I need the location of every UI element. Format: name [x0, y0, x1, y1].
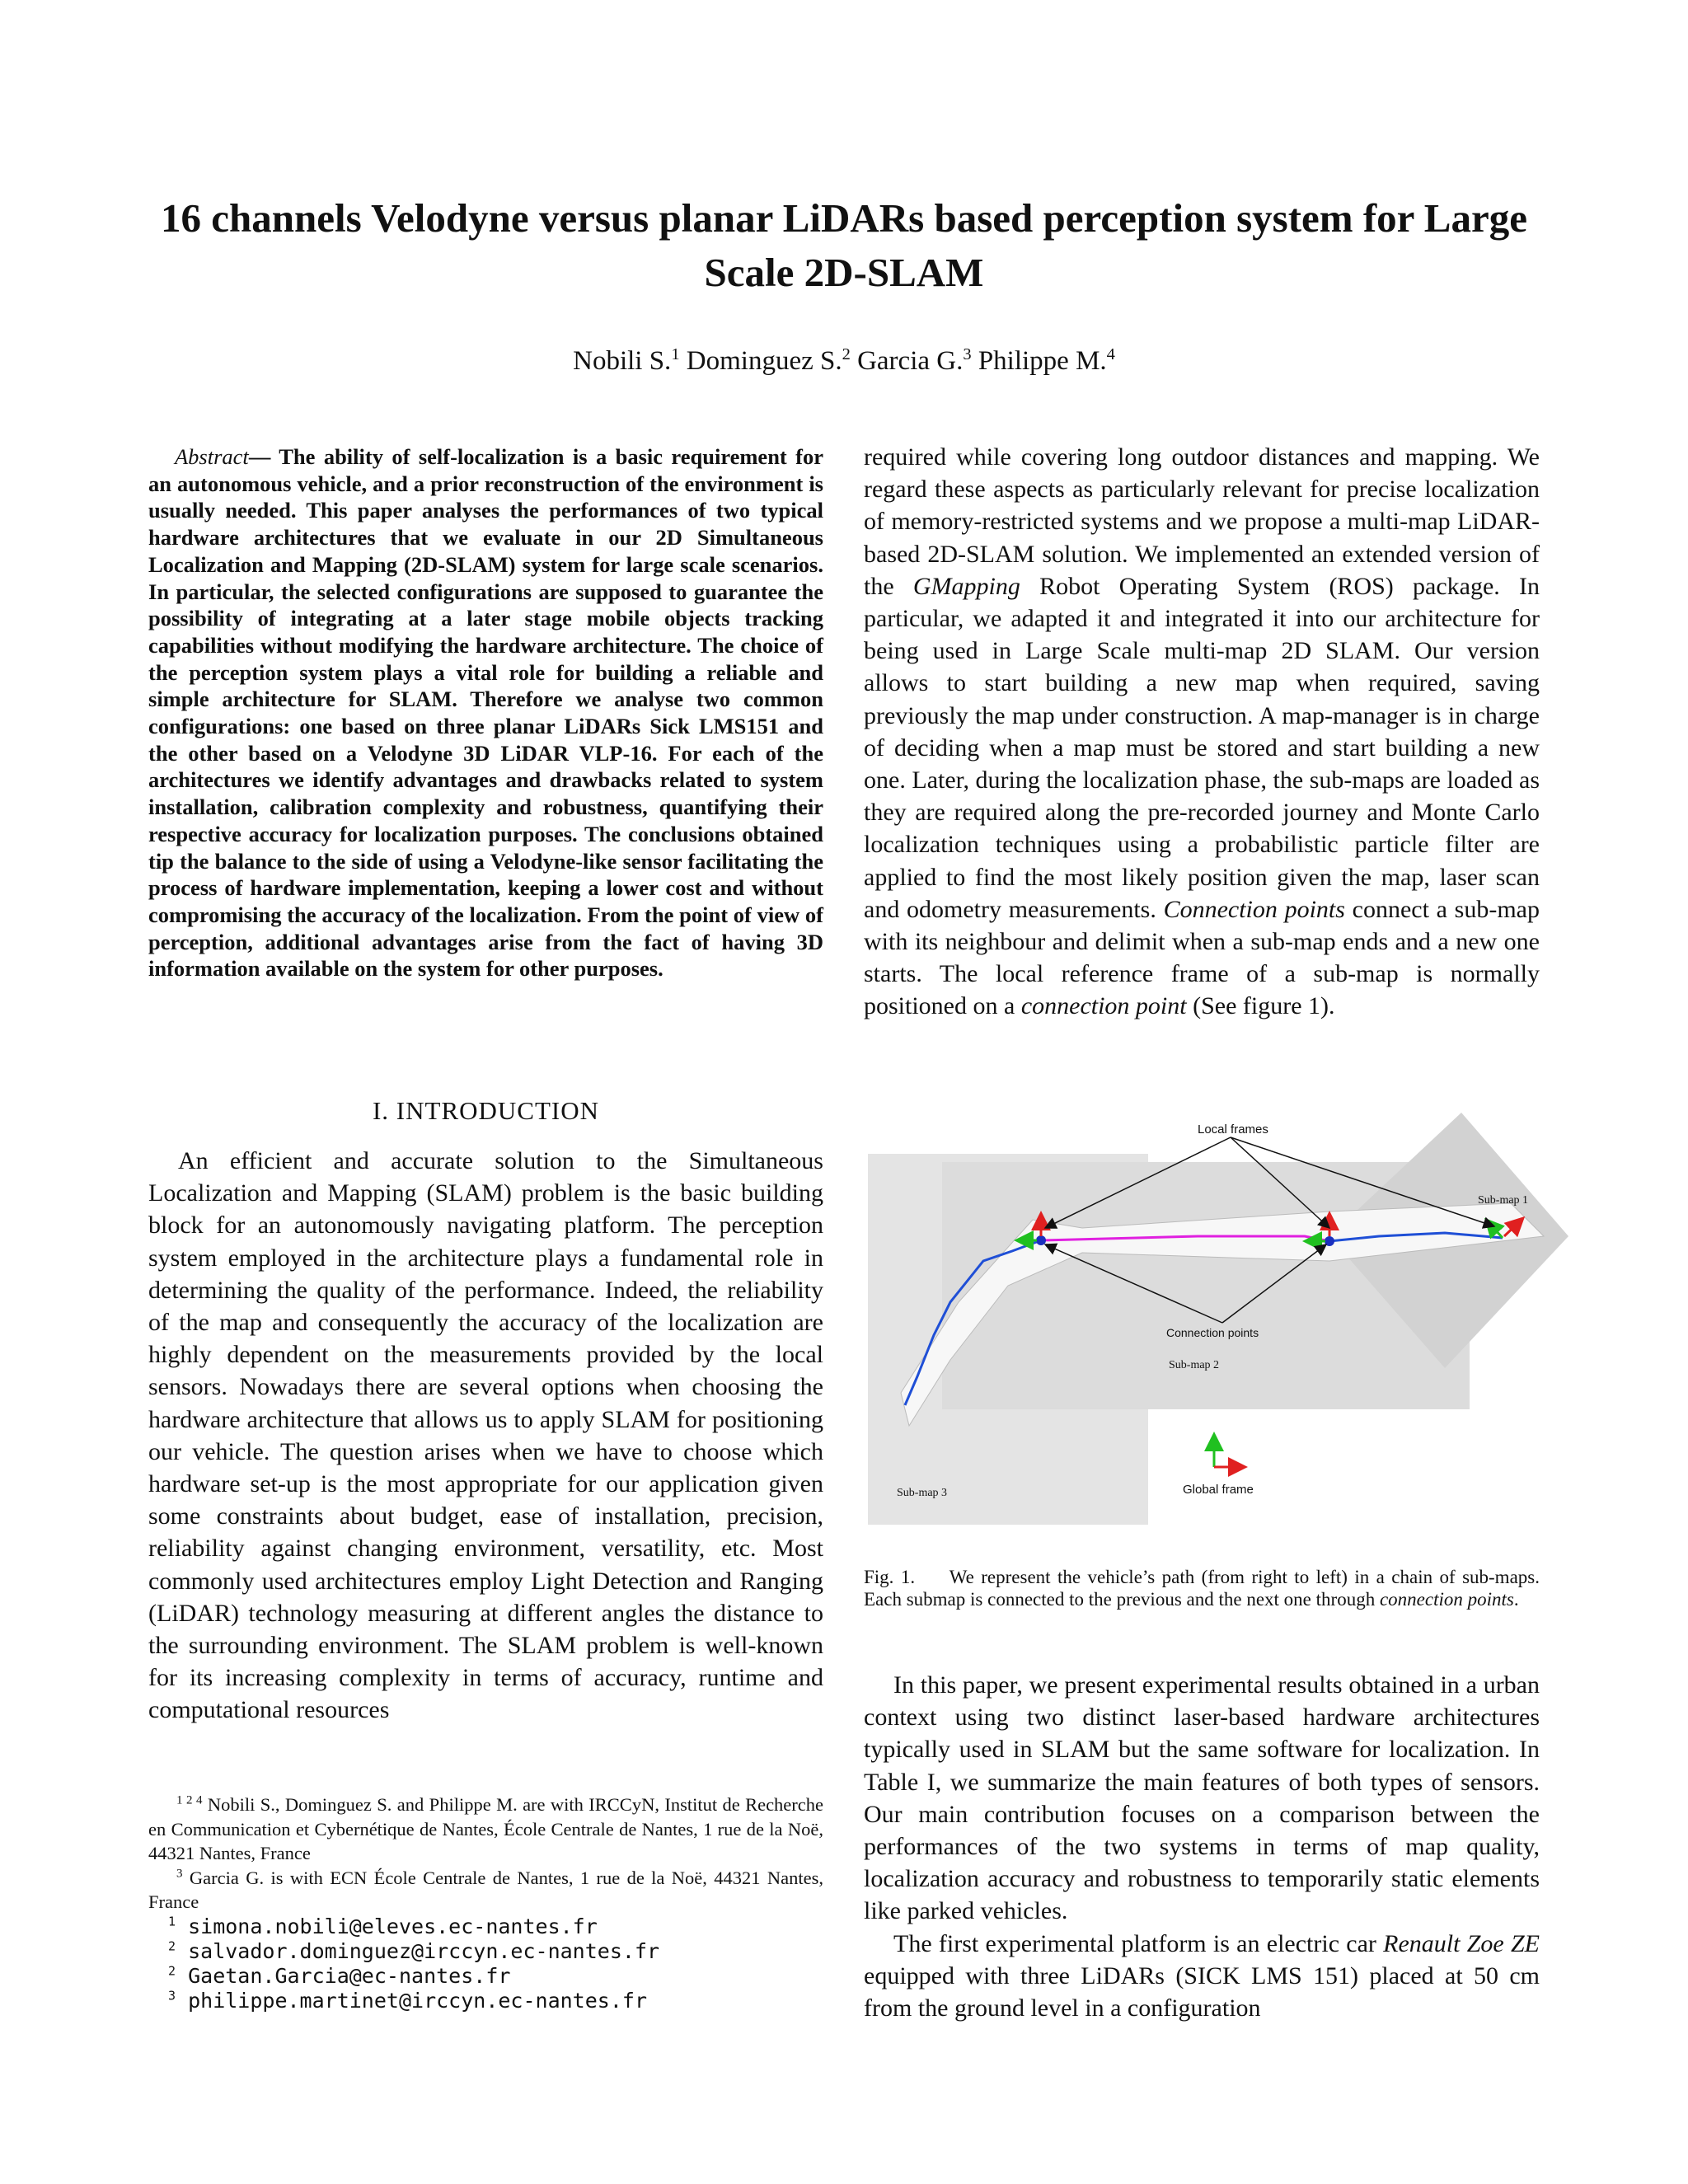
author-list: Nobili S.$^1$ Dominguez S.$^2$ Garcia G.$^3$ Philippe M.$^4$: [573, 345, 1115, 376]
paragraph: In this paper, we present experimental results obtained in a urban context using two distinct laser-based hardware architectures typically used in SLAM but the same software for localization. In Table I, we summarize the main features of both types of sensors. Our main contribution focuses on a comparison between the performances of the two systems in terms of map quality, localization accuracy and robustness to temporarily static elements like parked vehicles.: [864, 1671, 1540, 1925]
label-submap3: Sub-map 3: [897, 1487, 948, 1499]
right-column-bottom-text: [864, 1669, 1540, 2024]
footnote-email: $^2$ Gaetan.Garcia@ec-nantes.fr: [168, 1963, 511, 1988]
paragraph: The first experimental platform is an electric car Renault Zoe ZE equipped with three LiDARs (SICK LMS 151) placed at 50 cm from the ground level in a configuration: [864, 1929, 1540, 2022]
footnote-email: $^1$ simona.nobili@eleves.ec-nantes.fr: [168, 1914, 598, 1938]
intro-paragraph: An efficient and accurate solution to the Simultaneous Localization and Mapping (SLAM) problem is the basic building block for an autonomously navigating platform. The perception system employed in the architecture plays a fundamental role in determining the quality of the performance. Indeed, the reliability of the map and consequently the accuracy of the localization are highly dependent on the measurements provided by the local sensors. Nowadays there are several options when choosing the hardware architecture that allows us to apply SLAM for positioning our vehicle. The question arises when we have to choose which hardware set-up is the most appropriate for our application given some constraints about budget, ease of installation, precision, reliability against changing environment, versatility, etc. Most commonly used architectures employ Light Detection and Ranging (LiDAR) technology measuring at different angles the distance to the surrounding environment. The SLAM problem is well-known for its increasing complexity in terms of accuracy, runtime and computational resources: [148, 1147, 823, 1724]
footnote-email: $^3$ philippe.martinet@irccyn.ec-nantes.fr: [168, 1988, 647, 2013]
figure-submap-chain: [868, 1113, 1568, 1533]
global-frame: [1214, 1434, 1245, 1467]
figure-caption: Fig. 1. We represent the vehicle’s path (from right to left) in a chain of sub-maps. Each submap is connected to the previous and the next one through connection points.: [864, 1567, 1540, 1610]
section-heading-introduction: I. INTRODUCTION: [372, 1096, 600, 1125]
label-submap1: Sub-map 1: [1478, 1194, 1529, 1207]
footnote-affiliation-1: $^{1 2 4}$ Nobili S., Dominguez S. and Philippe M. are with IRCCyN, Institut de Recherche en Communication et Cybernétique de Nantes, École Centrale de Nantes, 1 rue de la Noë, 44321 Nantes, France: [148, 1793, 824, 1863]
footnote-affiliation-2: $^3$ Garcia G. is with ECN École Centrale de Nantes, 1 rue de la Noë, 44321 Nantes, France: [148, 1867, 823, 1912]
abstract-text: — The ability of self-localization is a basic requirement for an autonomous vehicle, and a prior reconstruction of the environment is usually needed. This paper analyses the performances of two typical hardware architectures that we evaluate in our 2D Simultaneous Localization and Mapping (2D-SLAM) system for large scale scenarios. In particular, the selected configurations are supposed to guarantee the possibility of integrating at a later stage mobile objects tracking capabilities without modifying the hardware architecture. The choice of the perception system plays a vital role for building a reliable and simple architecture for SLAM. Therefore we analyse two common configurations: one based on three planar LiDARs Sick LMS151 and the other based on a Velodyne 3D LiDAR VLP-16. For each of the architectures we identify advantages and drawbacks related to system installation, calibration complexity and robustness, quantifying their respective accuracy for localization purposes. The conclusions obtained tip the balance to the side of using a Velodyne-like sensor facilitating the process of hardware implementation, keeping a lower cost and without compromising the accuracy of the localization. From the point of view of perception, additional advantages arise from the fact of having 3D information available on the system for other purposes.: [148, 444, 823, 982]
connection-point: [1036, 1235, 1046, 1245]
label-global-frame: Global frame: [1183, 1483, 1254, 1497]
label-local-frames: Local frames: [1198, 1122, 1268, 1137]
paper-title: 16 channels Velodyne versus planar LiDARs based perception system for Large Scale 2D-SLAM: [161, 195, 1527, 295]
abstract-label: Abstract: [175, 444, 249, 469]
label-submap2: Sub-map 2: [1169, 1359, 1220, 1371]
footnote-email: $^2$ salvador.dominguez@irccyn.ec-nantes.fr: [168, 1938, 660, 1963]
abstract: [148, 443, 823, 982]
label-connection-points: Connection points: [1166, 1326, 1259, 1339]
footnotes: [148, 1793, 823, 2013]
right-column-text: required while covering long outdoor distances and mapping. We regard these aspects as particularly relevant for precise localization of memory-restricted systems and we propose a multi-map LiDAR-based 2D-SLAM solution. We implemented an extended version of the GMapping Robot Operating System (ROS) package. In particular, we adapted it and integrated it into our architecture for being used in Large Scale multi-map 2D SLAM. Our version allows to start building a new map when required, saving previously the map under construction. A map-manager is in charge of deciding when a map must be stored and start building a new one. Later, during the localization phase, the sub-maps are loaded as they are required along the pre-recorded journey and Monte Carlo localization techniques using a probabilistic particle filter are applied to find the most likely position given the map, laser scan and odometry measurements. Connection points connect a sub-map with its neighbour and delimit when a sub-map ends and a new one starts. The local reference frame of a sub-map is normally positioned on a connection point (See figure 1).: [864, 443, 1540, 1020]
